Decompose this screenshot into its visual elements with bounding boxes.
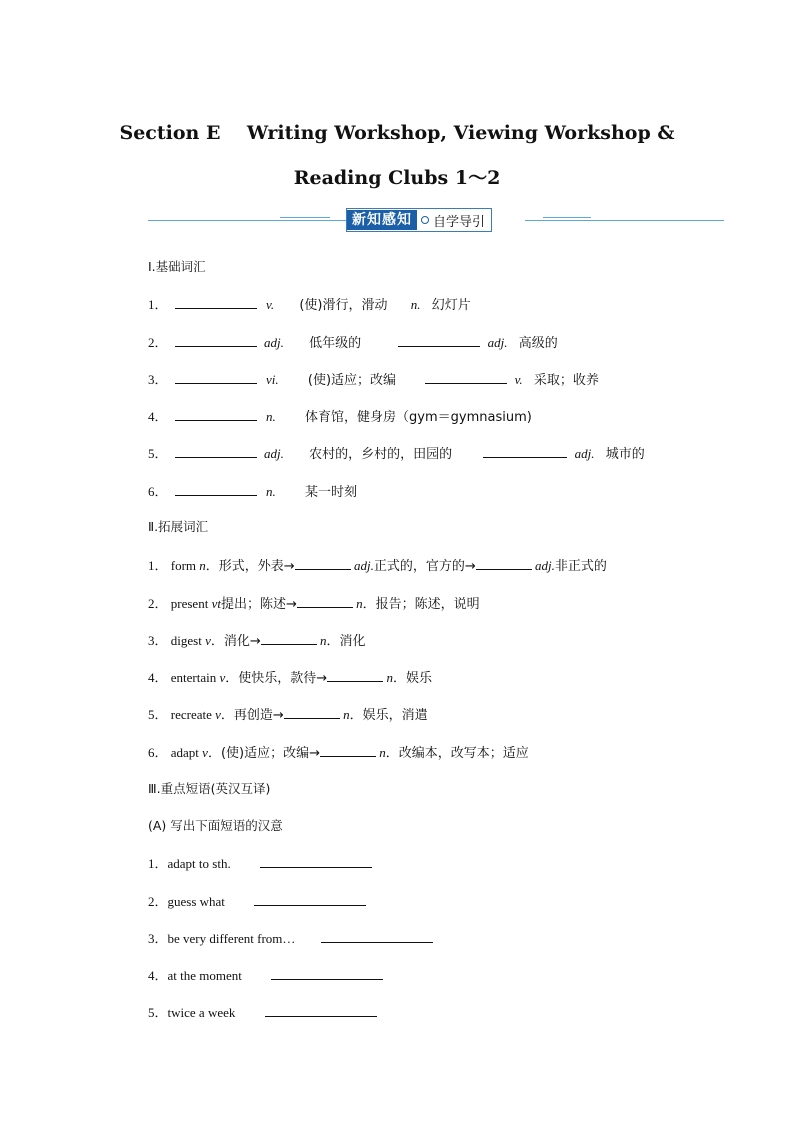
section3-heading: Ⅲ.重点短语(英汉互译) (148, 781, 271, 796)
banner-badge (346, 208, 492, 232)
definition-2: ．报告；陈述，说明 (362, 597, 480, 612)
part-of-speech-2: adj. (574, 446, 595, 461)
part-of-speech: adj. (264, 446, 284, 461)
part-of-speech: vi. (266, 372, 279, 387)
phrase-text: at the moment (167, 968, 242, 983)
phrase-item-4 (148, 967, 383, 984)
answer-blank[interactable] (175, 334, 257, 347)
banner-main-label: 新知感知 (347, 210, 417, 230)
part-of-speech-2: v. (514, 372, 523, 387)
item-number: 1． (148, 558, 168, 573)
definition-2: 正式的，官方的→ (373, 559, 476, 574)
phrase-item-2 (148, 893, 366, 910)
item-number: 2． (148, 596, 168, 611)
answer-blank[interactable] (175, 371, 257, 384)
item-number: 5． (148, 707, 168, 722)
part-of-speech-2: n (379, 745, 386, 760)
answer-blank-2[interactable] (483, 445, 567, 458)
definition: ．形式，外表→ (205, 559, 295, 574)
definition: ．使快乐，款待→ (225, 671, 328, 686)
definition: ．再创造→ (220, 708, 284, 723)
answer-blank-2[interactable] (476, 557, 532, 570)
item-number: 2． (148, 894, 168, 909)
answer-blank[interactable] (271, 967, 383, 980)
vocab-item-4 (148, 408, 532, 426)
vocab-item-1 (148, 296, 471, 314)
vocab-item-2 (148, 334, 558, 352)
page-title-line1: Section E Writing Workshop, Viewing Workshop & (119, 122, 675, 144)
definition-2: ．改编本，改写本；适应 (385, 746, 529, 761)
item-number: 3． (148, 931, 168, 946)
part-of-speech: v (202, 745, 208, 760)
definition: 提出；陈述→ (220, 597, 297, 612)
extend-item-3 (148, 632, 366, 650)
answer-blank[interactable] (327, 669, 383, 682)
part-of-speech: v (219, 670, 226, 685)
part-of-speech: v. (266, 297, 275, 312)
part-of-speech: v (215, 707, 221, 722)
answer-blank[interactable] (265, 1004, 377, 1017)
answer-blank[interactable] (321, 930, 433, 943)
answer-blank[interactable] (254, 893, 366, 906)
answer-blank[interactable] (175, 483, 257, 496)
section-banner (148, 206, 724, 230)
definition-2: ．消化 (326, 634, 366, 649)
item-number: 6． (148, 484, 168, 499)
definition-2: 幻灯片 (431, 298, 471, 313)
phrase-text: be very different from… (167, 931, 296, 946)
base-word: entertain (170, 670, 217, 685)
definition: 低年级的 (309, 336, 362, 351)
page-title-line2: Reading Clubs 1～2 (293, 167, 501, 189)
part-of-speech: n. (266, 484, 276, 499)
part-of-speech-2: n (386, 670, 393, 685)
part-of-speech-2: adj. (353, 558, 374, 573)
phrase-item-5 (148, 1004, 377, 1021)
base-word: adapt (170, 745, 199, 760)
definition: 某一时刻 (305, 485, 358, 500)
definition: 农村的，乡村的，田园的 (309, 447, 453, 462)
answer-blank-2[interactable] (425, 371, 507, 384)
banner-rule-right (525, 220, 724, 221)
section2-heading: Ⅱ.拓展词汇 (148, 519, 209, 534)
answer-blank[interactable] (175, 408, 257, 421)
extend-item-6 (148, 744, 529, 762)
extend-item-5 (148, 706, 428, 724)
part-of-speech: n. (266, 409, 276, 424)
part-of-speech: vt (211, 596, 221, 611)
definition-3: 非正式的 (554, 559, 607, 574)
extend-item-2 (148, 595, 480, 613)
answer-blank[interactable] (261, 632, 317, 645)
item-number: 4． (148, 968, 168, 983)
base-word: form (170, 558, 197, 573)
banner-rule-left (148, 220, 348, 221)
vocab-item-3 (148, 371, 599, 389)
part-of-speech: adj. (264, 335, 284, 350)
definition: ．消化→ (210, 634, 261, 649)
definition-2: ．娱乐 (392, 671, 432, 686)
answer-blank[interactable] (295, 557, 351, 570)
phrase-text: twice a week (167, 1005, 236, 1020)
banner-rule-right-thin (543, 217, 591, 218)
answer-blank-2[interactable] (398, 334, 480, 347)
definition: 体育馆，健身房（gym＝gymnasium) (305, 410, 532, 425)
banner-sub-label: 自学导引 (433, 214, 486, 230)
part-of-speech-2: n (356, 596, 363, 611)
extend-item-4 (148, 669, 432, 687)
item-number: 3． (148, 372, 168, 387)
dot-icon (421, 216, 429, 224)
base-word: recreate (170, 707, 212, 722)
item-number: 4． (148, 409, 168, 424)
definition: (使)滑行，滑动 (299, 298, 388, 313)
definition-2: 采取；收养 (533, 373, 599, 388)
vocab-item-5 (148, 445, 645, 463)
item-number: 3． (148, 633, 168, 648)
section3-subheading: (A) 写出下面短语的汉意 (148, 818, 283, 833)
item-number: 6． (148, 745, 168, 760)
base-word: present (170, 596, 209, 611)
definition-2: 高级的 (518, 336, 558, 351)
phrase-item-1 (148, 855, 372, 872)
base-word: digest (170, 633, 202, 648)
part-of-speech-2: n (320, 633, 327, 648)
item-number: 4． (148, 670, 168, 685)
phrase-item-3 (148, 930, 433, 947)
answer-blank[interactable] (297, 595, 353, 608)
item-number: 1． (148, 297, 168, 312)
answer-blank[interactable] (175, 445, 257, 458)
answer-blank[interactable] (284, 706, 340, 719)
item-number: 1． (148, 856, 168, 871)
section1-heading: Ⅰ.基础词汇 (148, 259, 206, 274)
phrase-text: guess what (167, 894, 225, 909)
part-of-speech-2: n. (410, 297, 421, 312)
part-of-speech: v (205, 633, 211, 648)
part-of-speech-3: adj. (534, 558, 555, 573)
item-number: 5． (148, 1005, 168, 1020)
answer-blank[interactable] (175, 296, 257, 309)
definition: ．(使)适应；改编→ (207, 746, 320, 761)
part-of-speech-2: adj. (487, 335, 508, 350)
answer-blank[interactable] (320, 744, 376, 757)
definition-2: 城市的 (605, 447, 645, 462)
part-of-speech-2: n (343, 707, 350, 722)
item-number: 2． (148, 335, 168, 350)
definition: (使)适应；改编 (307, 373, 397, 388)
banner-rule-left-thin (280, 217, 330, 218)
extend-item-1 (148, 557, 607, 575)
phrase-text: adapt to sth. (167, 856, 231, 871)
part-of-speech: n (199, 558, 206, 573)
item-number: 5． (148, 446, 168, 461)
vocab-item-6 (148, 483, 357, 501)
definition-2: ．娱乐，消遣 (349, 708, 428, 723)
answer-blank[interactable] (260, 855, 372, 868)
